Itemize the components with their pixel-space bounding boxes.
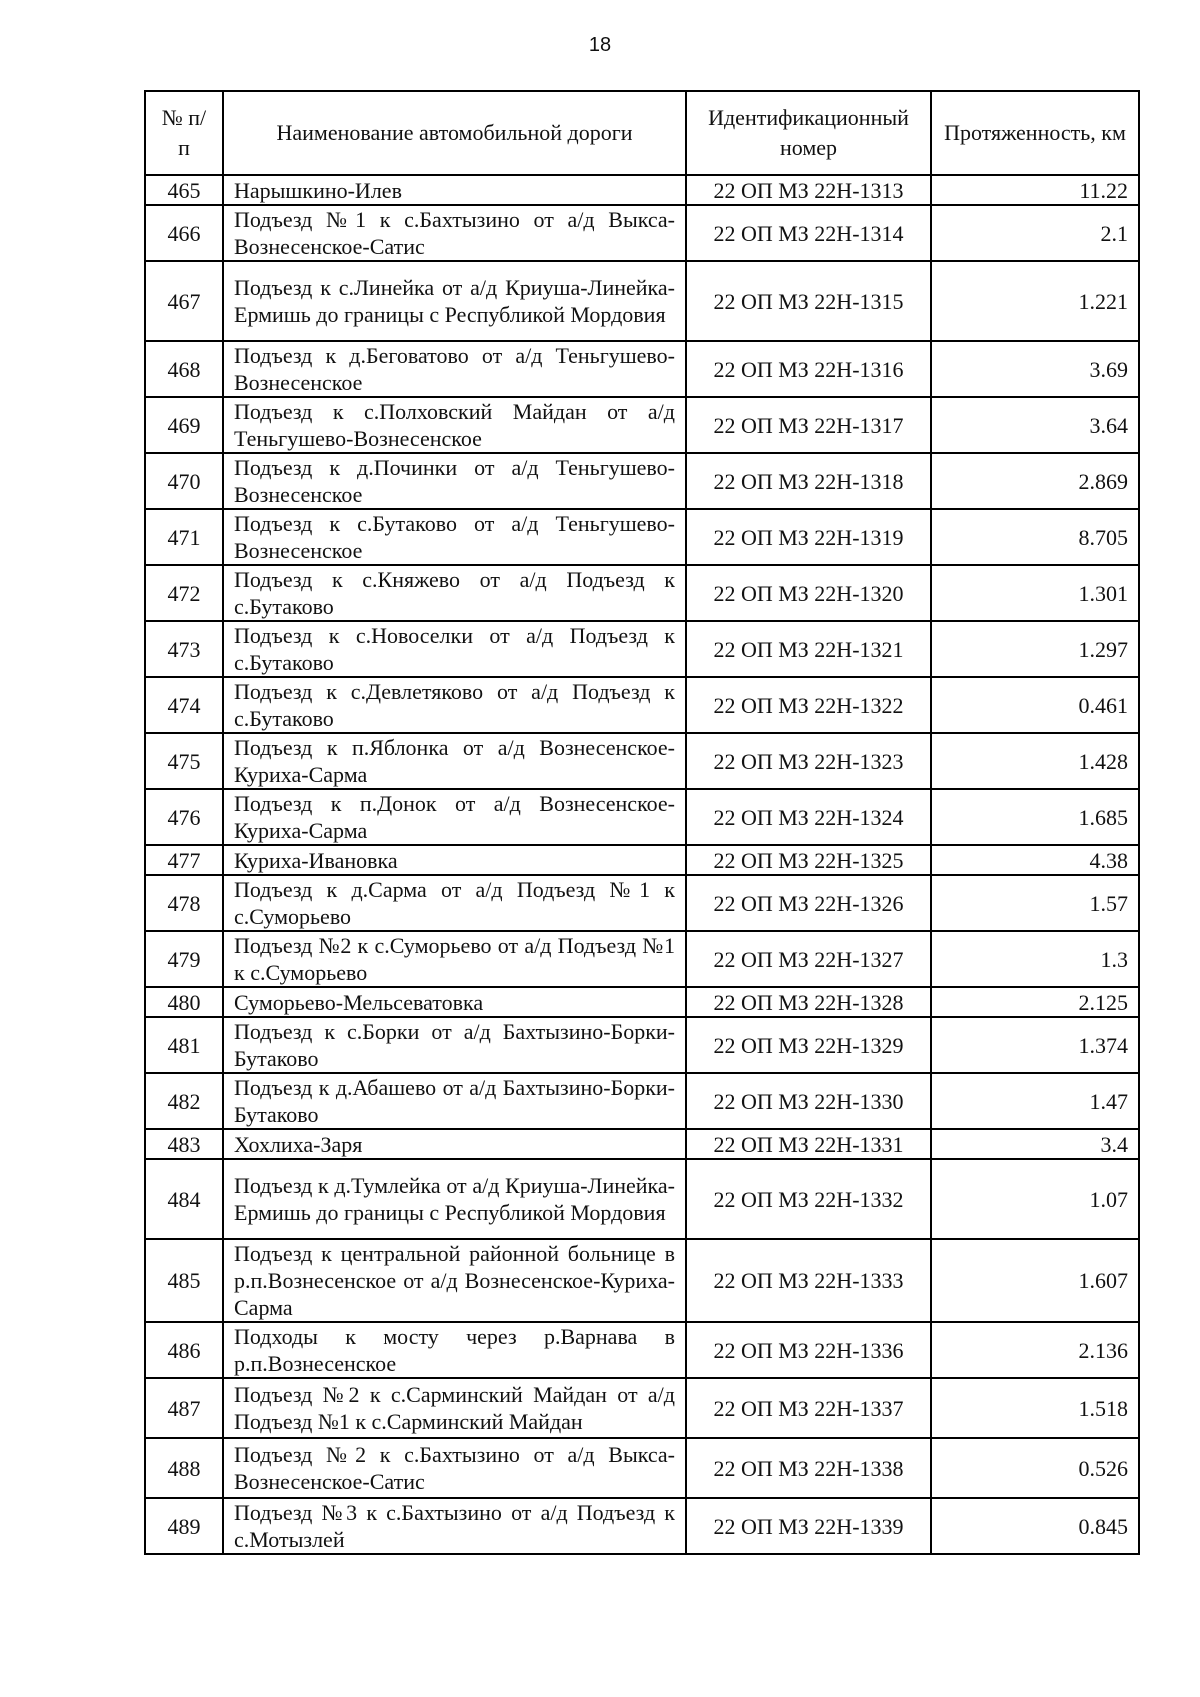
road-id: 22 ОП МЗ 22Н-1321 [686, 621, 931, 677]
road-name: Подъезд №2 к с.Суморьево от а/д Подъезд №1 к с.Суморьево [223, 931, 686, 987]
road-length: 4.38 [931, 845, 1139, 875]
row-number: 467 [145, 261, 223, 341]
table-row [145, 789, 1139, 845]
road-name: Хохлиха-Заря [223, 1129, 686, 1159]
road-name: Подъезд №2 к с.Сарминский Майдан от а/д Подъезд №1 к с.Сарминский Майдан [223, 1378, 686, 1438]
row-number: 485 [145, 1239, 223, 1322]
road-id: 22 ОП МЗ 22Н-1318 [686, 453, 931, 509]
table-row [145, 1073, 1139, 1129]
row-number: 466 [145, 205, 223, 261]
table-row [145, 987, 1139, 1017]
table-body [145, 175, 1139, 1554]
road-length: 1.57 [931, 875, 1139, 931]
road-length: 3.4 [931, 1129, 1139, 1159]
road-id: 22 ОП МЗ 22Н-1320 [686, 565, 931, 621]
road-name: Подъезд к с.Полховский Майдан от а/д Теньгушево-Вознесенское [223, 397, 686, 453]
road-id: 22 ОП МЗ 22Н-1329 [686, 1017, 931, 1073]
road-name: Подъезд к д.Сарма от а/д Подъезд №1 к с.Суморьево [223, 875, 686, 931]
road-id: 22 ОП МЗ 22Н-1327 [686, 931, 931, 987]
table-row [145, 1239, 1139, 1322]
road-length: 1.607 [931, 1239, 1139, 1322]
row-number: 468 [145, 341, 223, 397]
row-number: 476 [145, 789, 223, 845]
road-length: 1.297 [931, 621, 1139, 677]
road-length: 0.461 [931, 677, 1139, 733]
table-row [145, 341, 1139, 397]
road-id: 22 ОП МЗ 22Н-1326 [686, 875, 931, 931]
row-number: 486 [145, 1322, 223, 1378]
table-row [145, 453, 1139, 509]
road-length: 1.301 [931, 565, 1139, 621]
table-row [145, 1129, 1139, 1159]
road-length: 11.22 [931, 175, 1139, 205]
row-number: 475 [145, 733, 223, 789]
row-number: 477 [145, 845, 223, 875]
road-length: 1.518 [931, 1378, 1139, 1438]
table-row [145, 931, 1139, 987]
row-number: 473 [145, 621, 223, 677]
road-length: 1.374 [931, 1017, 1139, 1073]
road-id: 22 ОП МЗ 22Н-1313 [686, 175, 931, 205]
road-name: Суморьево-Мельсеватовка [223, 987, 686, 1017]
road-name: Подъезд к с.Княжево от а/д Подъезд к с.Бутаково [223, 565, 686, 621]
road-length: 8.705 [931, 509, 1139, 565]
road-id: 22 ОП МЗ 22Н-1338 [686, 1438, 931, 1498]
row-number: 472 [145, 565, 223, 621]
road-name: Подъезд к п.Яблонка от а/д Вознесенское-Куриха-Сарма [223, 733, 686, 789]
table-row [145, 1322, 1139, 1378]
road-length: 1.47 [931, 1073, 1139, 1129]
row-number: 489 [145, 1498, 223, 1554]
road-name: Подъезд к с.Бутаково от а/д Теньгушево-Вознесенское [223, 509, 686, 565]
header-id: Идентификационный номер [686, 91, 931, 175]
road-id: 22 ОП МЗ 22Н-1331 [686, 1129, 931, 1159]
header-num: № п/п [145, 91, 223, 175]
road-id: 22 ОП МЗ 22Н-1317 [686, 397, 931, 453]
row-number: 482 [145, 1073, 223, 1129]
table-row [145, 875, 1139, 931]
table-row [145, 261, 1139, 341]
road-id: 22 ОП МЗ 22Н-1315 [686, 261, 931, 341]
row-number: 488 [145, 1438, 223, 1498]
road-id: 22 ОП МЗ 22Н-1322 [686, 677, 931, 733]
road-length: 2.869 [931, 453, 1139, 509]
road-length: 1.428 [931, 733, 1139, 789]
road-name: Подъезд к с.Линейка от а/д Криуша-Линейка-Ермишь до границы с Республикой Мордовия [223, 261, 686, 341]
table-row [145, 565, 1139, 621]
road-id: 22 ОП МЗ 22Н-1333 [686, 1239, 931, 1322]
road-length: 1.3 [931, 931, 1139, 987]
road-name: Подъезд к д.Тумлейка от а/д Криуша-Линейка-Ермишь до границы с Республикой Мордовия [223, 1159, 686, 1239]
roads-table [144, 90, 1140, 1555]
road-name: Подъезд к д.Абашево от а/д Бахтызино-Борки-Бутаково [223, 1073, 686, 1129]
road-name: Куриха-Ивановка [223, 845, 686, 875]
road-id: 22 ОП МЗ 22Н-1319 [686, 509, 931, 565]
row-number: 469 [145, 397, 223, 453]
header-length: Протяженность, км [931, 91, 1139, 175]
table-row [145, 1159, 1139, 1239]
table-row [145, 621, 1139, 677]
row-number: 470 [145, 453, 223, 509]
road-id: 22 ОП МЗ 22Н-1337 [686, 1378, 931, 1438]
road-length: 2.136 [931, 1322, 1139, 1378]
road-name: Подъезд к д.Беговатово от а/д Теньгушево-Вознесенское [223, 341, 686, 397]
table-row [145, 677, 1139, 733]
row-number: 471 [145, 509, 223, 565]
table-row [145, 1378, 1139, 1438]
road-length: 2.125 [931, 987, 1139, 1017]
road-name: Подъезд №1 к с.Бахтызино от а/д Выкса-Вознесенское-Сатис [223, 205, 686, 261]
row-number: 474 [145, 677, 223, 733]
road-id: 22 ОП МЗ 22Н-1330 [686, 1073, 931, 1129]
row-number: 484 [145, 1159, 223, 1239]
road-name: Нарышкино-Илев [223, 175, 686, 205]
road-length: 2.1 [931, 205, 1139, 261]
row-number: 480 [145, 987, 223, 1017]
road-id: 22 ОП МЗ 22Н-1314 [686, 205, 931, 261]
row-number: 478 [145, 875, 223, 931]
table-row [145, 1438, 1139, 1498]
table-row [145, 175, 1139, 205]
road-length: 3.69 [931, 341, 1139, 397]
road-name: Подъезд №2 к с.Бахтызино от а/д Выкса-Вознесенское-Сатис [223, 1438, 686, 1498]
road-length: 0.526 [931, 1438, 1139, 1498]
road-length: 1.221 [931, 261, 1139, 341]
road-name: Подъезд к с.Борки от а/д Бахтызино-Борки-Бутаково [223, 1017, 686, 1073]
road-id: 22 ОП МЗ 22Н-1339 [686, 1498, 931, 1554]
header-name: Наименование автомобильной дороги [223, 91, 686, 175]
road-name: Подъезд к п.Донок от а/д Вознесенское-Куриха-Сарма [223, 789, 686, 845]
road-length: 3.64 [931, 397, 1139, 453]
row-number: 479 [145, 931, 223, 987]
table-header-row [145, 91, 1139, 175]
road-id: 22 ОП МЗ 22Н-1336 [686, 1322, 931, 1378]
table-row [145, 1498, 1139, 1554]
road-id: 22 ОП МЗ 22Н-1323 [686, 733, 931, 789]
row-number: 487 [145, 1378, 223, 1438]
table-row [145, 1017, 1139, 1073]
road-id: 22 ОП МЗ 22Н-1325 [686, 845, 931, 875]
road-id: 22 ОП МЗ 22Н-1332 [686, 1159, 931, 1239]
road-name: Подъезд к центральной районной больнице в р.п.Вознесенское от а/д Вознесенское-Куриха-Сарма [223, 1239, 686, 1322]
table-row [145, 509, 1139, 565]
road-name: Подъезд №3 к с.Бахтызино от а/д Подъезд к с.Мотызлей [223, 1498, 686, 1554]
table-row [145, 733, 1139, 789]
road-id: 22 ОП МЗ 22Н-1316 [686, 341, 931, 397]
road-name: Подъезд к д.Починки от а/д Теньгушево-Вознесенское [223, 453, 686, 509]
road-id: 22 ОП МЗ 22Н-1324 [686, 789, 931, 845]
page-number: 18 [588, 34, 612, 56]
road-length: 1.685 [931, 789, 1139, 845]
row-number: 465 [145, 175, 223, 205]
road-length: 1.07 [931, 1159, 1139, 1239]
road-length: 0.845 [931, 1498, 1139, 1554]
road-name: Подъезд к с.Новоселки от а/д Подъезд к с.Бутаково [223, 621, 686, 677]
row-number: 481 [145, 1017, 223, 1073]
road-name: Подходы к мосту через р.Варнава в р.п.Вознесенское [223, 1322, 686, 1378]
road-id: 22 ОП МЗ 22Н-1328 [686, 987, 931, 1017]
table-row [145, 205, 1139, 261]
table-row [145, 397, 1139, 453]
road-name: Подъезд к с.Девлетяково от а/д Подъезд к с.Бутаково [223, 677, 686, 733]
row-number: 483 [145, 1129, 223, 1159]
table-row [145, 845, 1139, 875]
